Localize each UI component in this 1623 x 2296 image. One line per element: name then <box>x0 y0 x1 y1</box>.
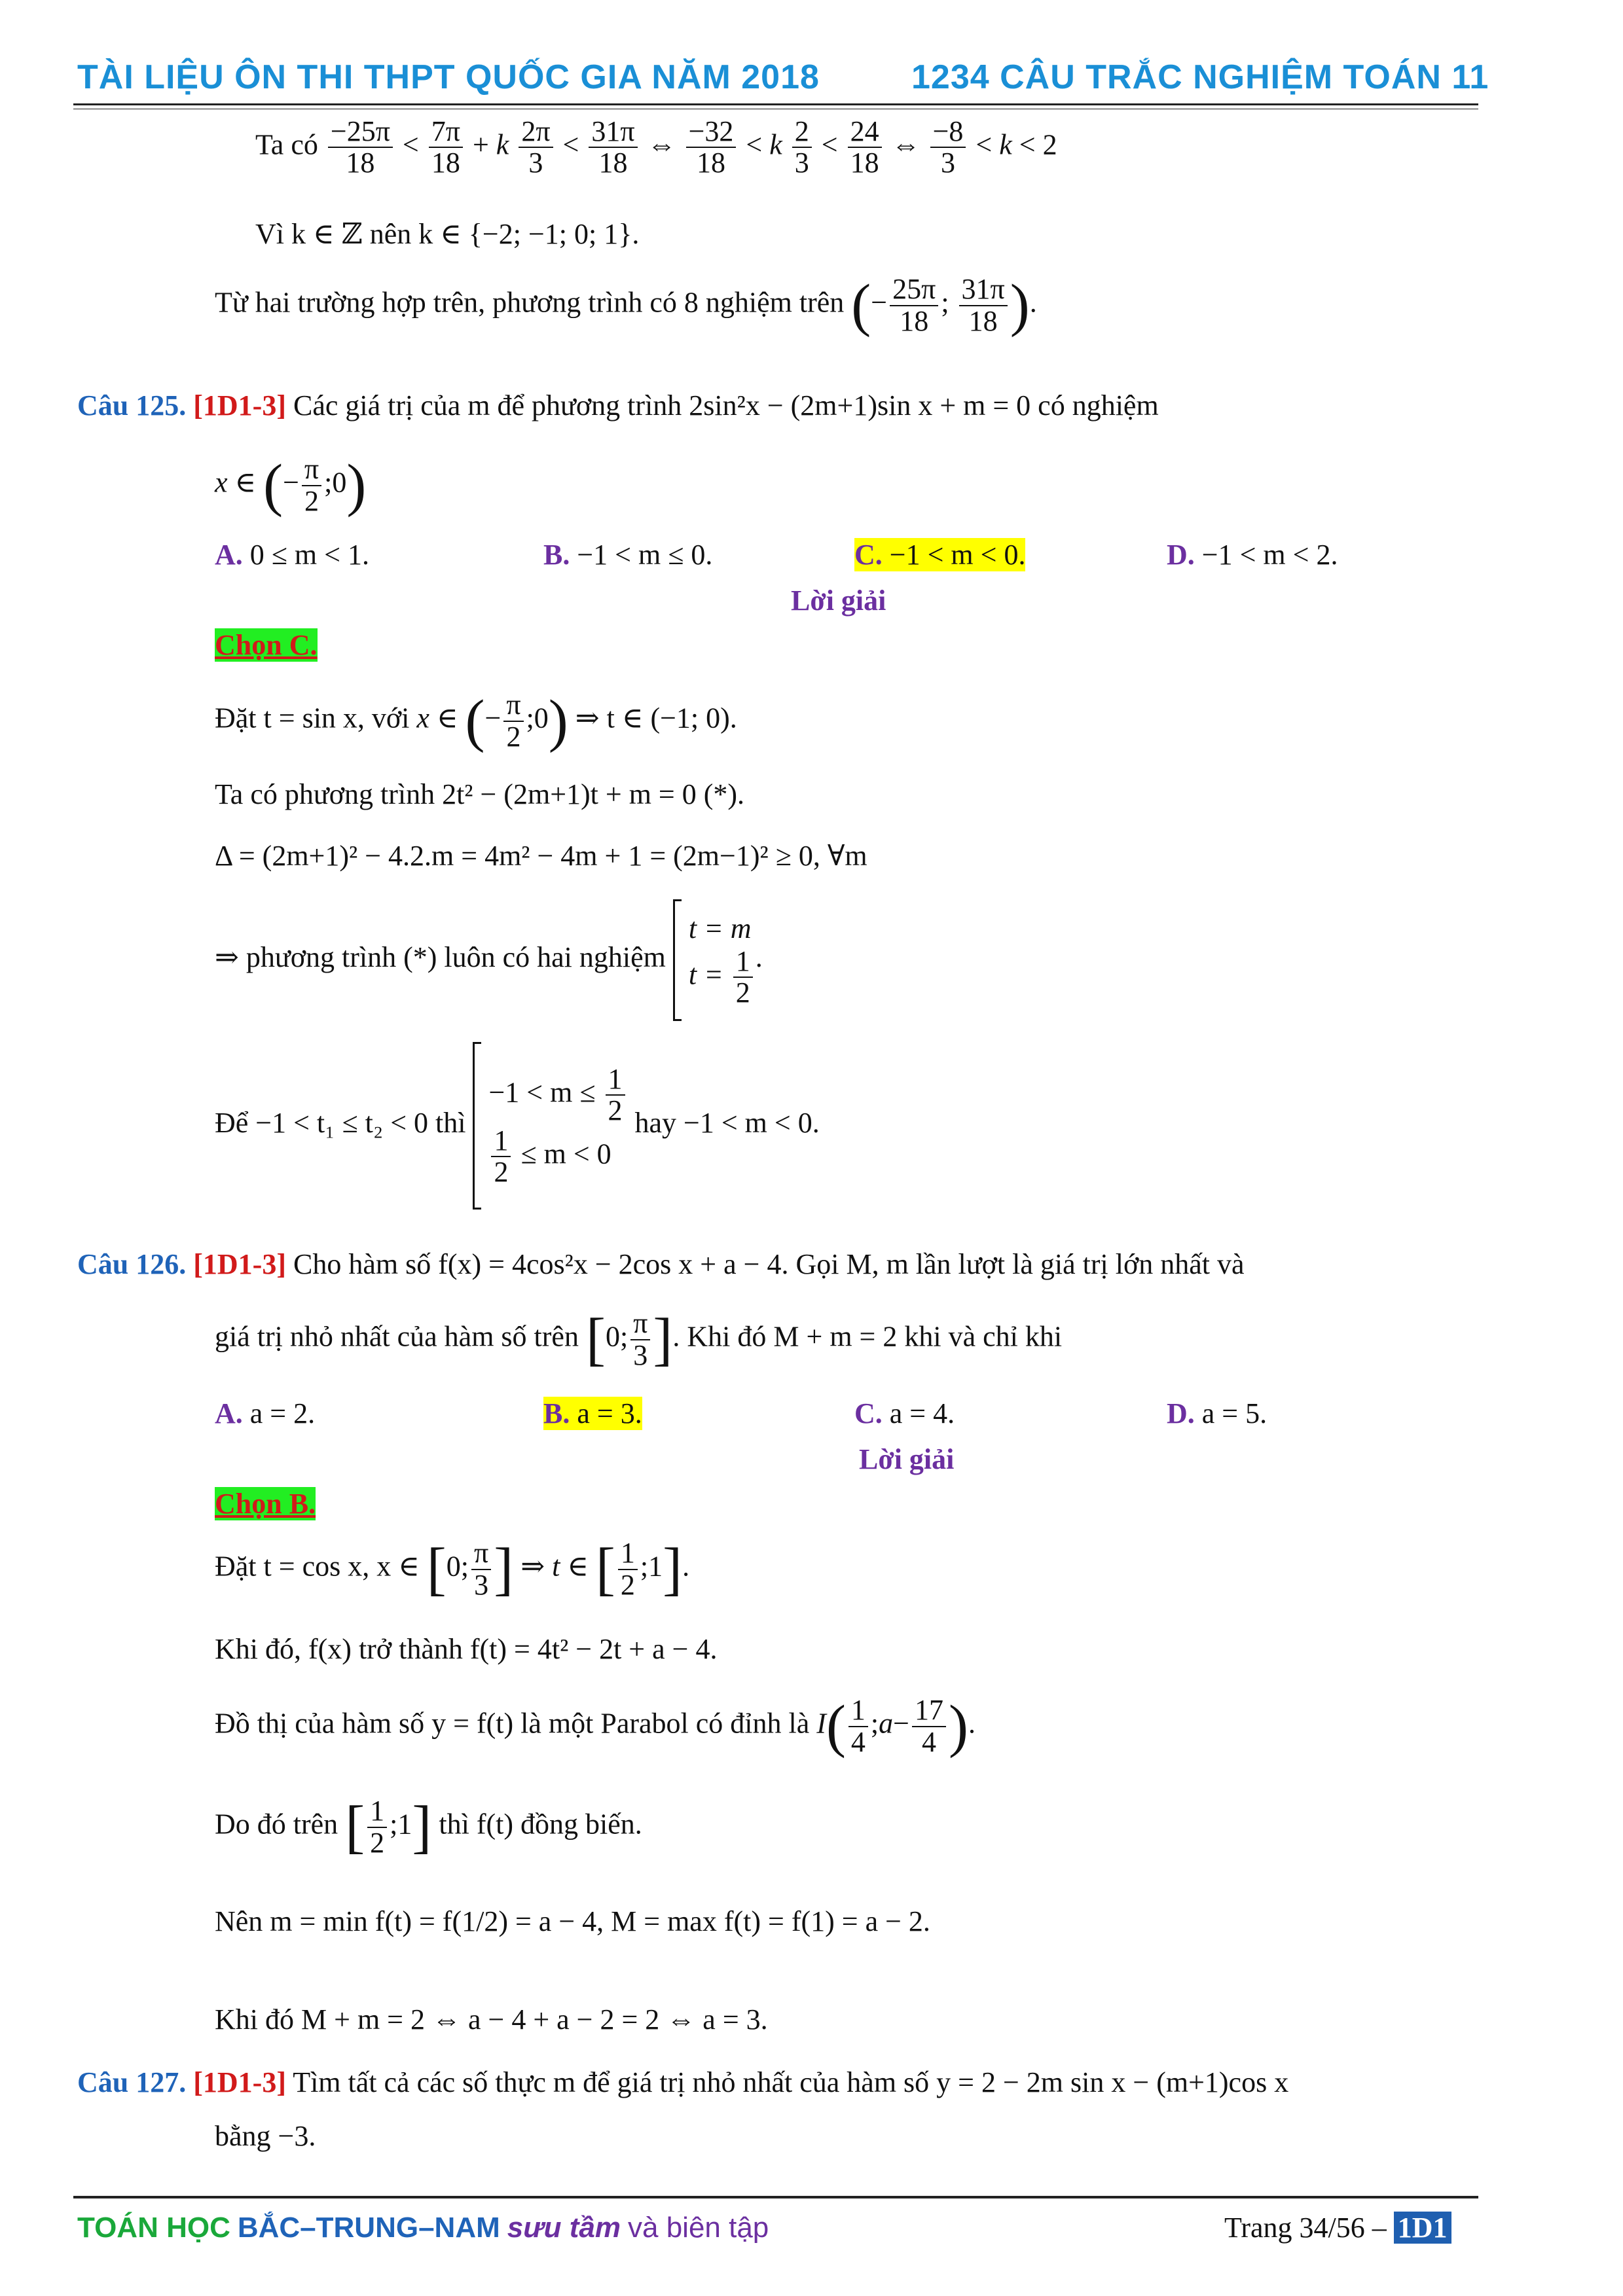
q125-loigiai: Lời giải <box>791 584 886 617</box>
q126-loigiai: Lời giải <box>859 1443 955 1475</box>
q125-stem <box>77 389 1159 422</box>
q126-option-b[interactable]: B. a = 3. <box>543 1397 642 1429</box>
q126-step4: Do đó trên [ $\frac{1}{2}$ ;1] thì f(t) đồng biến. <box>215 1795 642 1859</box>
q125-option-c[interactable]: C. −1 < m < 0. <box>854 539 1026 571</box>
q126-text: Cho hàm số f(x) = 4cos²x − 2cos x + a − 4. Gọi M, m lần lượt là giá trị lớn nhất và <box>293 1248 1245 1280</box>
q126-step6: Khi đó M + m = 2 ⇔ a − 4 + a − 2 = 2 ⇔ a = 3. <box>215 2003 768 2036</box>
q125-text: Các giá trị của m để phương trình 2sin²x − (2m+1)sin x + m = 0 có nghiệm <box>293 389 1159 422</box>
q125-step1: Đặt t = sin x, với x ∈ (− $\frac{\pi}{2}$ ;0) ⇒ t ∈ (−1; 0). <box>215 689 737 753</box>
intro-line2: Vì k ∈ ℤ nên k ∈ {−2; −1; 0; 1}. <box>255 218 640 250</box>
q126-tag: [1D1-3] <box>193 1248 286 1280</box>
q126-option-d[interactable]: D. a = 5. <box>1167 1397 1267 1429</box>
q126-chon: Chọn B. <box>215 1488 316 1520</box>
footer-credit: TOÁN HỌC BẮC–TRUNG–NAM sưu tầm và biên tập <box>77 2212 769 2244</box>
q125-option-a[interactable]: A. 0 ≤ m < 1. <box>215 539 369 571</box>
q127-stem2: bằng −3. <box>215 2120 316 2152</box>
intro-line1: Ta có $\frac{-25\pi}{18}$ < $\frac{7\pi}{18}$ + k $\frac{2\pi}{3}$ < $\frac{31\pi}{18}$ ⇔ $\frac{-32}{18}$ < k $\frac{2}{3}$ < $\frac{24}{18}$ ⇔ $\frac{-8}{3}$ < k < 2 <box>255 115 1057 179</box>
q126-option-c[interactable]: C. a = 4. <box>854 1397 955 1429</box>
q126-step2: Khi đó, f(x) trở thành f(t) = 4t² − 2t + a − 4. <box>215 1633 718 1665</box>
footer-chapter-badge: 1D1 <box>1394 2212 1451 2244</box>
q126-option-a[interactable]: A. a = 2. <box>215 1397 316 1429</box>
q125-option-b[interactable]: B. −1 < m ≤ 0. <box>543 539 713 571</box>
header-left: TÀI LIỆU ÔN THI THPT QUỐC GIA NĂM 2018 <box>77 58 820 96</box>
q125-chon: Chọn C. <box>215 629 318 661</box>
q125-step4: ⇒ phương trình (*) luôn có hai nghiệm t = m t = $\frac{1}{2}$ . <box>215 899 763 1021</box>
q125-step2: Ta có phương trình 2t² − (2m+1)t + m = 0 (*). <box>215 778 745 810</box>
intro-line3: Từ hai trường hợp trên, phương trình có 8 nghiệm trên (− $\frac{25\pi}{18}$ ; $\frac{31\pi}{18}$ ). <box>215 273 1037 338</box>
header-rule <box>73 103 1478 105</box>
q126-step1: Đặt t = cos x, x ∈ [0; $\frac{\pi}{3}$ ] ⇒ t ∈ [ $\frac{1}{2}$ ;1]. <box>215 1537 690 1602</box>
q126-step5: Nên m = min f(t) = f(1/2) = a − 4, M = max f(t) = f(1) = a − 2. <box>215 1905 930 1937</box>
footer-rule <box>73 2196 1478 2198</box>
q127-tag: [1D1-3] <box>193 2066 286 2098</box>
q127-label: Câu 127. <box>77 2066 187 2098</box>
q126-stem <box>77 1247 1245 1281</box>
q125-label: Câu 125. <box>77 389 187 422</box>
q125-option-d[interactable]: D. −1 < m < 2. <box>1167 539 1338 571</box>
q125-step3: Δ = (2m+1)² − 4.2.m = 4m² − 4m + 1 = (2m−1)² ≥ 0, ∀m <box>215 840 867 872</box>
q126-stem2: giá trị nhỏ nhất của hàm số trên [0; $\frac{\pi}{3}$ ]. Khi đó M + m = 2 khi và chỉ khi <box>215 1307 1063 1372</box>
header-right: 1234 CÂU TRẮC NGHIỆM TOÁN 11 <box>911 58 1489 96</box>
q125-tag: [1D1-3] <box>193 389 286 422</box>
q126-label: Câu 126. <box>77 1248 187 1280</box>
q125-step5: Để −1 < t₁ ≤ t₂ < 0 thì −1 < m ≤ $\frac{1}{2}$ $\frac{1}{2}$ ≤ m < 0 hay −1 < m < 0. <box>215 1042 820 1210</box>
q126-step3: Đồ thị của hàm số y = f(t) là một Parabol có đỉnh là I( $\frac{1}{4}$ ;a− $\frac{17}{4}$ ). <box>215 1694 976 1759</box>
q127-text: Tìm tất cả các số thực m để giá trị nhỏ nhất của hàm số y = 2 − 2m sin x − (m+1)cos x <box>293 2066 1289 2098</box>
q125-domain: x ∈ (− $\frac{\pi}{2}$ ;0) <box>215 453 367 518</box>
footer-page: Trang 34/56 – 1D1 <box>1224 2211 1451 2244</box>
q127-stem <box>77 2066 1288 2099</box>
